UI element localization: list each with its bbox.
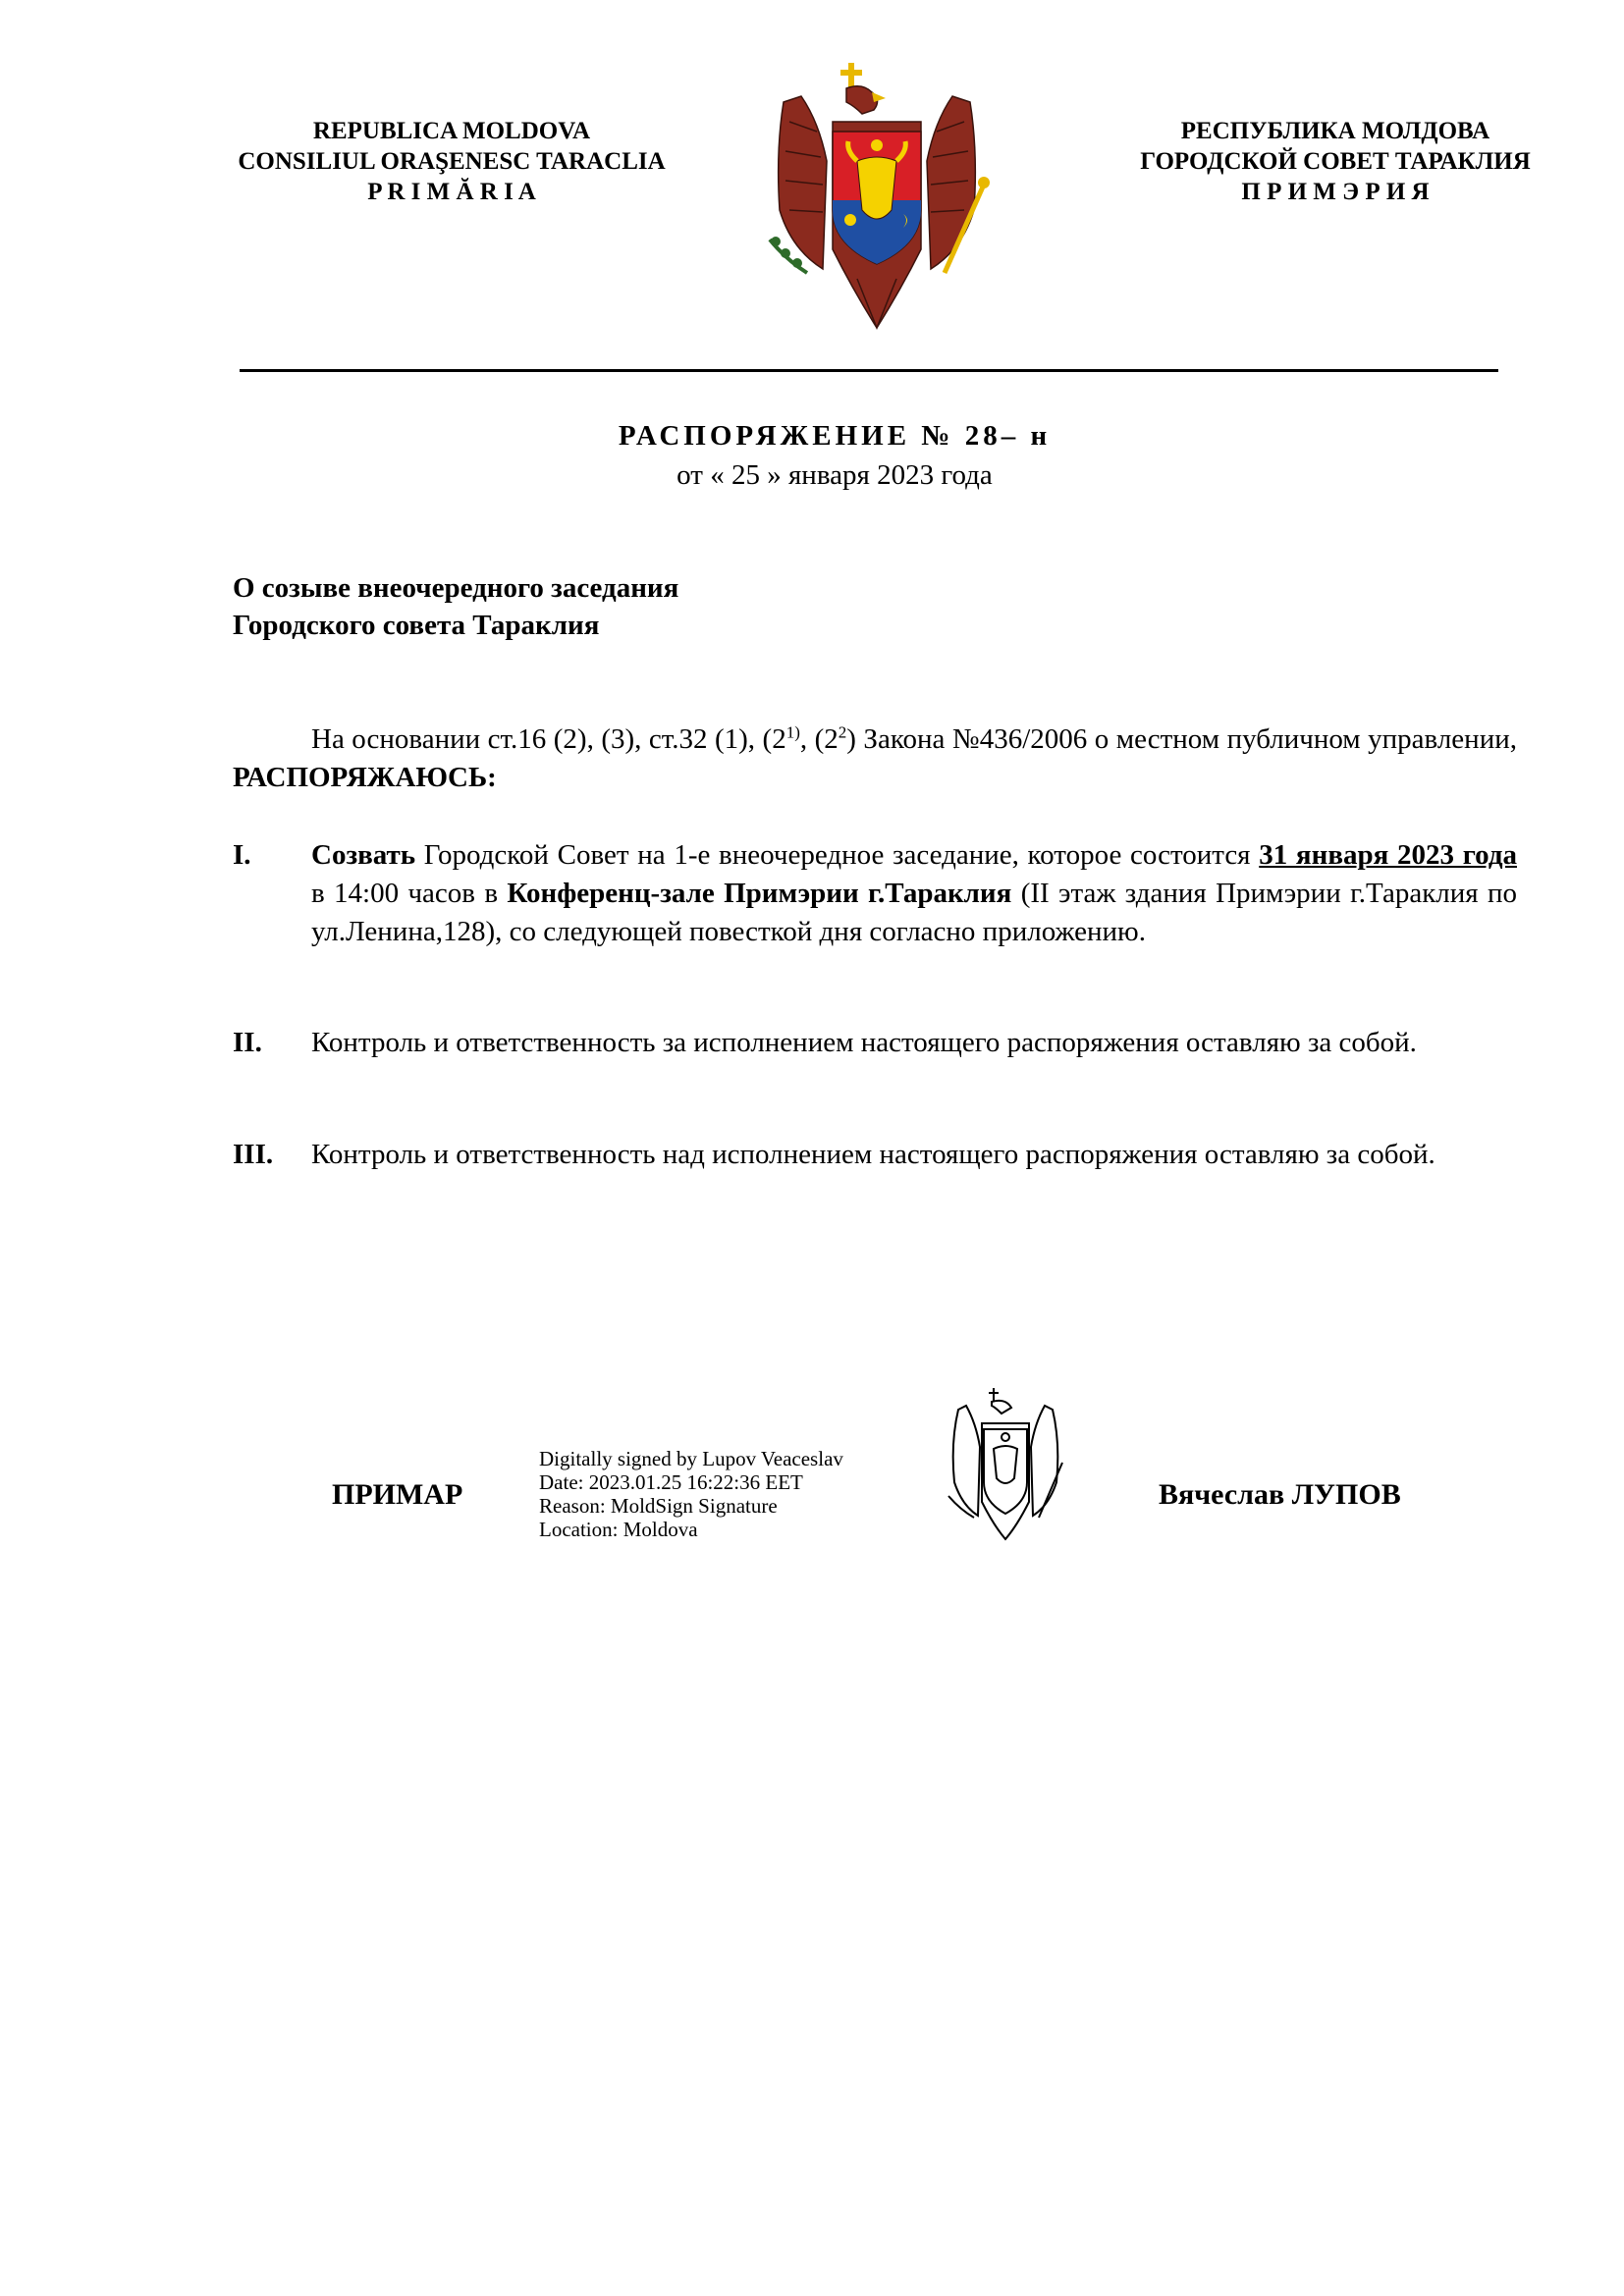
item-text-2: в 14:00 часов в bbox=[311, 878, 508, 909]
header-right bbox=[1080, 116, 1591, 207]
preamble-text-1: На основании ст.16 (2), (3), ст.32 (1), (2 bbox=[311, 723, 786, 755]
preamble bbox=[233, 721, 1517, 797]
item-text: Контроль и ответственность над исполнением настоящего распоряжения оставляю за собой. bbox=[311, 1139, 1435, 1170]
item-text-1: Городской Совет на 1-е внеочередное заседание, которое состоится bbox=[415, 839, 1260, 871]
header-left-line2: CONSILIUL ORAŞENESC TARACLIA bbox=[238, 148, 666, 175]
header-left-line3: P R I M Ă R I A bbox=[367, 179, 536, 205]
item-venue: Конференц-зале Примэрии г.Тараклия bbox=[507, 878, 1012, 909]
item-meeting-date: 31 января 2023 года bbox=[1259, 839, 1517, 871]
header-right-line1: РЕСПУБЛИКА МОЛДОВА bbox=[1180, 118, 1490, 144]
header-divider bbox=[240, 369, 1498, 372]
list-item bbox=[233, 836, 1517, 951]
item-text-3: (II этаж здания Примэрии г.Тараклия по ул.Ленина,128), со следующей повесткой дня согласно приложению. bbox=[311, 878, 1517, 947]
header-right-line3: П Р И М Э Р И Я bbox=[1241, 179, 1430, 205]
item-text bbox=[311, 836, 1517, 951]
signatory-name: Вячеслав ЛУПОВ bbox=[1159, 1478, 1401, 1511]
document-date: от « 25 » января 2023 года bbox=[677, 459, 993, 491]
item-bold-1: Созвать bbox=[311, 839, 416, 871]
preamble-decree: РАСПОРЯЖАЮСЬ: bbox=[233, 762, 497, 793]
digital-signature-line4: Location: Moldova bbox=[539, 1518, 698, 1541]
header-right-line2: ГОРОДСКОЙ СОВЕТ ТАРАКЛИЯ bbox=[1140, 148, 1531, 175]
item-number: I. bbox=[233, 839, 251, 871]
list-item bbox=[233, 1024, 1517, 1062]
item-number: III. bbox=[233, 1139, 274, 1170]
subject-line1: О созыве внеочередного заседания bbox=[233, 572, 679, 604]
list-item bbox=[233, 1136, 1517, 1174]
preamble-text-3: ) Закона №436/2006 о местном публичном управлении, bbox=[846, 723, 1517, 755]
preamble-sup-2: 2 bbox=[838, 722, 847, 742]
header-left-line1: REPUBLICA MOLDOVA bbox=[312, 118, 591, 144]
digital-signature-line2: Date: 2023.01.25 16:22:36 EET bbox=[539, 1470, 803, 1494]
document-title: РАСПОРЯЖЕНИЕ № 28– н bbox=[618, 420, 1052, 452]
preamble-sup-1: 1) bbox=[785, 722, 800, 742]
digital-signature-line3: Reason: MoldSign Signature bbox=[539, 1494, 778, 1518]
item-text: Контроль и ответственность за исполнением настоящего распоряжения оставляю за собой. bbox=[311, 1027, 1417, 1058]
signature-role: ПРИМАР bbox=[332, 1478, 463, 1511]
digital-signature-line1: Digitally signed by Lupov Veaceslav bbox=[539, 1447, 843, 1470]
preamble-text-2: , (2 bbox=[799, 723, 839, 755]
item-number: II. bbox=[233, 1027, 262, 1058]
moldova-seal-icon bbox=[945, 1384, 1066, 1541]
moldova-coat-of-arms-icon bbox=[764, 63, 990, 342]
subject-line2: Городского совета Тараклия bbox=[233, 610, 600, 641]
header-left bbox=[196, 116, 707, 207]
document-subject bbox=[233, 569, 1116, 644]
digital-signature-block bbox=[539, 1447, 843, 1541]
